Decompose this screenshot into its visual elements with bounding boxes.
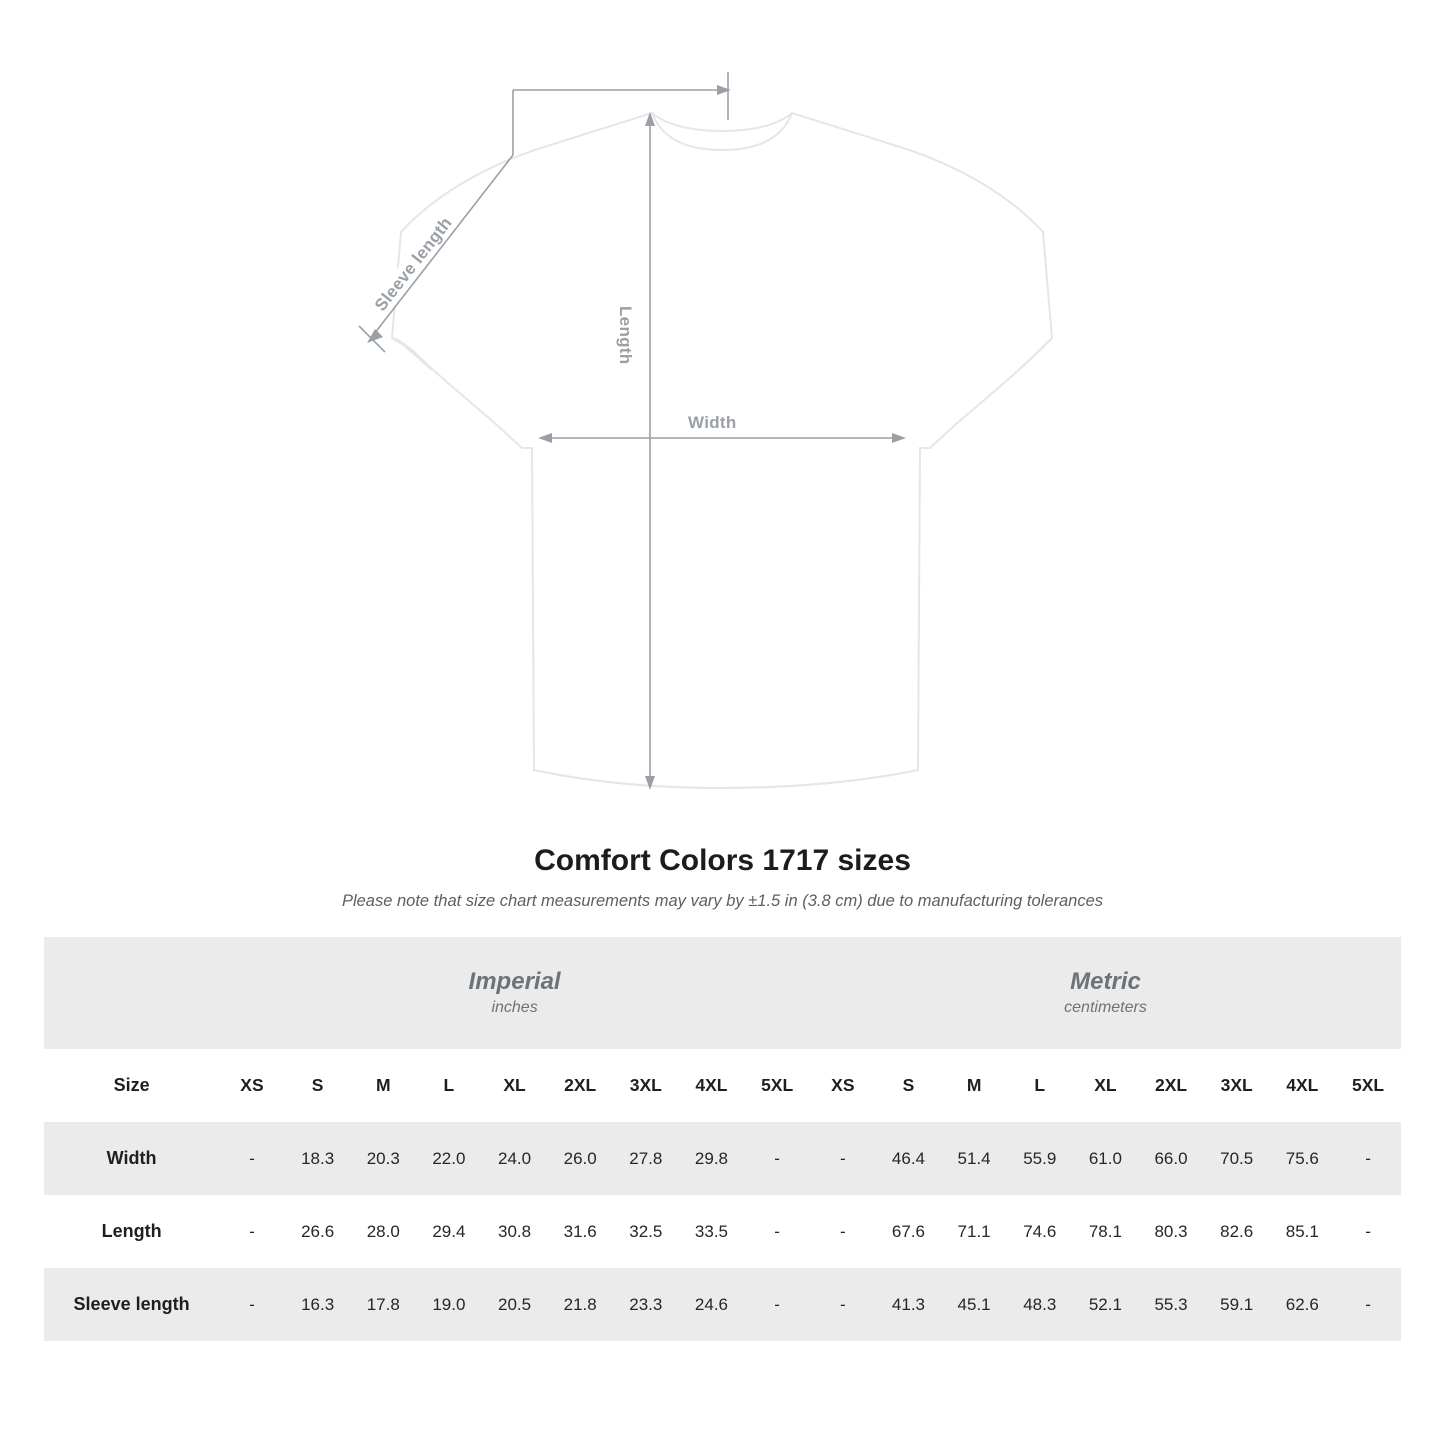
header-metric-2xl: 2XL <box>1138 1049 1204 1122</box>
header-metric-xl: XL <box>1073 1049 1139 1122</box>
unit-group-row <box>44 937 1401 1049</box>
metric-unit-label: centimeters <box>1064 998 1147 1016</box>
cell-width-imperial-xs: - <box>219 1122 285 1195</box>
cell-width-imperial-s: 18.3 <box>285 1122 351 1195</box>
cell-width-metric-5xl: - <box>1335 1122 1401 1195</box>
cell-length-metric-xs: - <box>810 1195 876 1268</box>
cell-length-metric-4xl: 85.1 <box>1269 1195 1335 1268</box>
table-header-row <box>44 1049 1401 1122</box>
cell-sleeve-metric-2xl: 55.3 <box>1138 1268 1204 1341</box>
cell-width-metric-l: 55.9 <box>1007 1122 1073 1195</box>
header-imperial-2xl: 2XL <box>547 1049 613 1122</box>
title-block <box>0 844 1445 911</box>
cell-length-imperial-xl: 30.8 <box>482 1195 548 1268</box>
cell-width-metric-3xl: 70.5 <box>1204 1122 1270 1195</box>
cell-width-metric-xl: 61.0 <box>1073 1122 1139 1195</box>
cell-sleeve-imperial-5xl: - <box>744 1268 810 1341</box>
cell-sleeve-metric-3xl: 59.1 <box>1204 1268 1270 1341</box>
cell-length-metric-3xl: 82.6 <box>1204 1195 1270 1268</box>
cell-width-imperial-5xl: - <box>744 1122 810 1195</box>
cell-sleeve-metric-l: 48.3 <box>1007 1268 1073 1341</box>
header-imperial-5xl: 5XL <box>744 1049 810 1122</box>
cell-width-metric-2xl: 66.0 <box>1138 1122 1204 1195</box>
header-imperial-l: L <box>416 1049 482 1122</box>
cell-length-imperial-3xl: 32.5 <box>613 1195 679 1268</box>
cell-sleeve-imperial-s: 16.3 <box>285 1268 351 1341</box>
header-metric-xs: XS <box>810 1049 876 1122</box>
header-size: Size <box>44 1049 219 1122</box>
header-imperial-xl: XL <box>482 1049 548 1122</box>
header-metric-l: L <box>1007 1049 1073 1122</box>
cell-width-metric-4xl: 75.6 <box>1269 1122 1335 1195</box>
cell-sleeve-imperial-4xl: 24.6 <box>679 1268 745 1341</box>
unit-spacer <box>44 937 219 1049</box>
cell-width-imperial-3xl: 27.8 <box>613 1122 679 1195</box>
header-metric-s: S <box>876 1049 942 1122</box>
page-title: Comfort Colors 1717 sizes <box>534 844 911 877</box>
cell-length-imperial-4xl: 33.5 <box>679 1195 745 1268</box>
unit-group-imperial <box>219 937 810 1049</box>
sleeve-length-label: Sleeve length <box>367 209 460 320</box>
cell-sleeve-metric-4xl: 62.6 <box>1269 1268 1335 1341</box>
cell-sleeve-metric-m: 45.1 <box>941 1268 1007 1341</box>
header-imperial-3xl: 3XL <box>613 1049 679 1122</box>
cell-width-imperial-m: 20.3 <box>350 1122 416 1195</box>
cell-width-imperial-2xl: 26.0 <box>547 1122 613 1195</box>
cell-length-imperial-m: 28.0 <box>350 1195 416 1268</box>
table-row-width <box>44 1122 1401 1195</box>
tshirt-shape <box>392 113 1052 788</box>
cell-width-metric-xs: - <box>810 1122 876 1195</box>
imperial-unit-label: inches <box>491 998 538 1016</box>
header-imperial-s: S <box>285 1049 351 1122</box>
cell-sleeve-imperial-2xl: 21.8 <box>547 1268 613 1341</box>
metric-system-label: Metric <box>1070 967 1141 995</box>
cell-length-metric-2xl: 80.3 <box>1138 1195 1204 1268</box>
table-row-length <box>44 1195 1401 1268</box>
cell-width-imperial-4xl: 29.8 <box>679 1122 745 1195</box>
header-metric-3xl: 3XL <box>1204 1049 1270 1122</box>
header-metric-5xl: 5XL <box>1335 1049 1401 1122</box>
header-imperial-m: M <box>350 1049 416 1122</box>
cell-sleeve-imperial-xl: 20.5 <box>482 1268 548 1341</box>
row-label-width: Width <box>44 1122 219 1195</box>
cell-sleeve-metric-xl: 52.1 <box>1073 1268 1139 1341</box>
table-row-sleeve-length <box>44 1268 1401 1341</box>
cell-sleeve-imperial-3xl: 23.3 <box>613 1268 679 1341</box>
length-label: Length <box>613 300 637 370</box>
width-label: Width <box>680 413 745 433</box>
cell-width-imperial-l: 22.0 <box>416 1122 482 1195</box>
imperial-system-label: Imperial <box>468 967 561 995</box>
cell-width-imperial-xl: 24.0 <box>482 1122 548 1195</box>
cell-length-imperial-2xl: 31.6 <box>547 1195 613 1268</box>
cell-length-imperial-xs: - <box>219 1195 285 1268</box>
size-table <box>44 937 1401 1341</box>
cell-sleeve-metric-s: 41.3 <box>876 1268 942 1341</box>
cell-sleeve-imperial-m: 17.8 <box>350 1268 416 1341</box>
cell-length-imperial-5xl: - <box>744 1195 810 1268</box>
header-imperial-xs: XS <box>219 1049 285 1122</box>
row-label-length: Length <box>44 1195 219 1268</box>
size-table-wrapper <box>44 937 1401 1341</box>
cell-sleeve-metric-5xl: - <box>1335 1268 1401 1341</box>
cell-length-metric-l: 74.6 <box>1007 1195 1073 1268</box>
measurement-note: Please note that size chart measurements may vary by ±1.5 in (3.8 cm) due to manufacturing tolerances <box>341 892 1104 910</box>
cell-width-metric-s: 46.4 <box>876 1122 942 1195</box>
cell-length-metric-xl: 78.1 <box>1073 1195 1139 1268</box>
cell-length-imperial-l: 29.4 <box>416 1195 482 1268</box>
header-metric-4xl: 4XL <box>1269 1049 1335 1122</box>
cell-sleeve-imperial-xs: - <box>219 1268 285 1341</box>
cell-sleeve-imperial-l: 19.0 <box>416 1268 482 1341</box>
header-imperial-4xl: 4XL <box>679 1049 745 1122</box>
cell-sleeve-metric-xs: - <box>810 1268 876 1341</box>
unit-group-metric <box>810 937 1401 1049</box>
row-label-sleeve-length: Sleeve length <box>44 1268 219 1341</box>
cell-length-imperial-s: 26.6 <box>285 1195 351 1268</box>
cell-length-metric-m: 71.1 <box>941 1195 1007 1268</box>
cell-length-metric-5xl: - <box>1335 1195 1401 1268</box>
header-metric-m: M <box>941 1049 1007 1122</box>
cell-length-metric-s: 67.6 <box>876 1195 942 1268</box>
cell-width-metric-m: 51.4 <box>941 1122 1007 1195</box>
